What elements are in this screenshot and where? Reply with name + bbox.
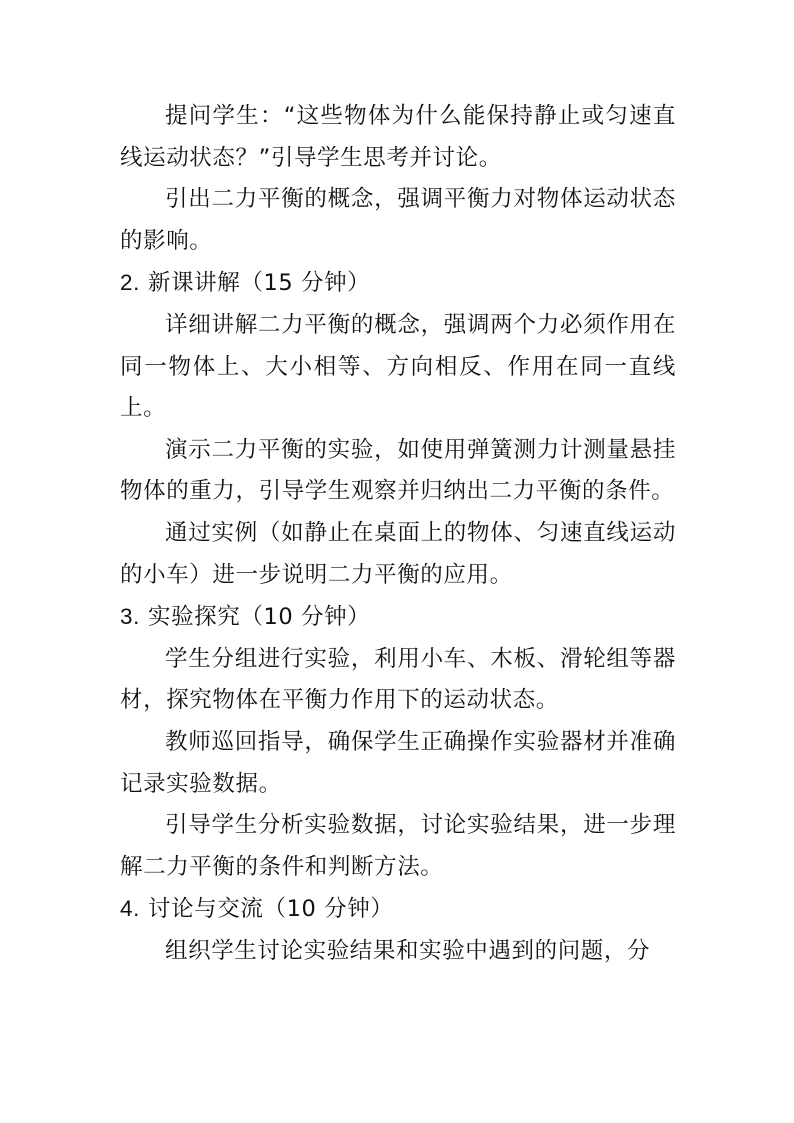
section-number: 2.	[120, 270, 140, 296]
section-number: 4.	[120, 896, 140, 922]
paragraph-analyze-data: 引导学生分析实验数据，讨论实验结果，进一步理解二力平衡的条件和判断方法。	[120, 812, 676, 880]
paragraph-question-students: 提问学生：“这些物体为什么能保持静止或匀速直线运动状态？”引导学生思考并讨论。	[120, 103, 676, 171]
section-heading-new-lesson	[120, 262, 676, 305]
paragraph-group-experiment: 学生分组进行实验，利用小车、木板、滑轮组等器材，探究物体在平衡力作用下的运动状态。	[120, 645, 676, 714]
body-text	[120, 96, 676, 972]
paragraph-examples: 通过实例（如静止在桌面上的物体、匀速直线运动的小车）进一步说明二力平衡的应用。	[120, 519, 676, 588]
section-title: 实验探究（10 分钟）	[147, 604, 371, 631]
section-title: 新课讲解（15 分钟）	[147, 270, 371, 297]
paragraph-introduce-concept: 引出二力平衡的概念，强调平衡力对物体运动状态的影响。	[120, 186, 676, 254]
paragraph-teacher-guidance: 教师巡回指导，确保学生正确操作实验器材并准确记录实验数据。	[120, 728, 676, 797]
section-heading-experiment	[120, 596, 676, 639]
paragraph-demo-experiment: 演示二力平衡的实验，如使用弹簧测力计测量悬挂物体的重力，引导学生观察并归纳出二力平衡的条件。	[120, 436, 676, 505]
section-number: 3.	[120, 604, 140, 630]
section-title: 讨论与交流（10 分钟）	[147, 896, 394, 923]
paragraph-explain-concept: 详细讲解二力平衡的概念，强调两个力必须作用在同一物体上、大小相等、方向相反、作用在同一直线上。	[120, 311, 676, 422]
section-heading-discussion	[120, 888, 676, 931]
paragraph-organize-discussion: 组织学生讨论实验结果和实验中遇到的问题，分	[165, 937, 651, 964]
